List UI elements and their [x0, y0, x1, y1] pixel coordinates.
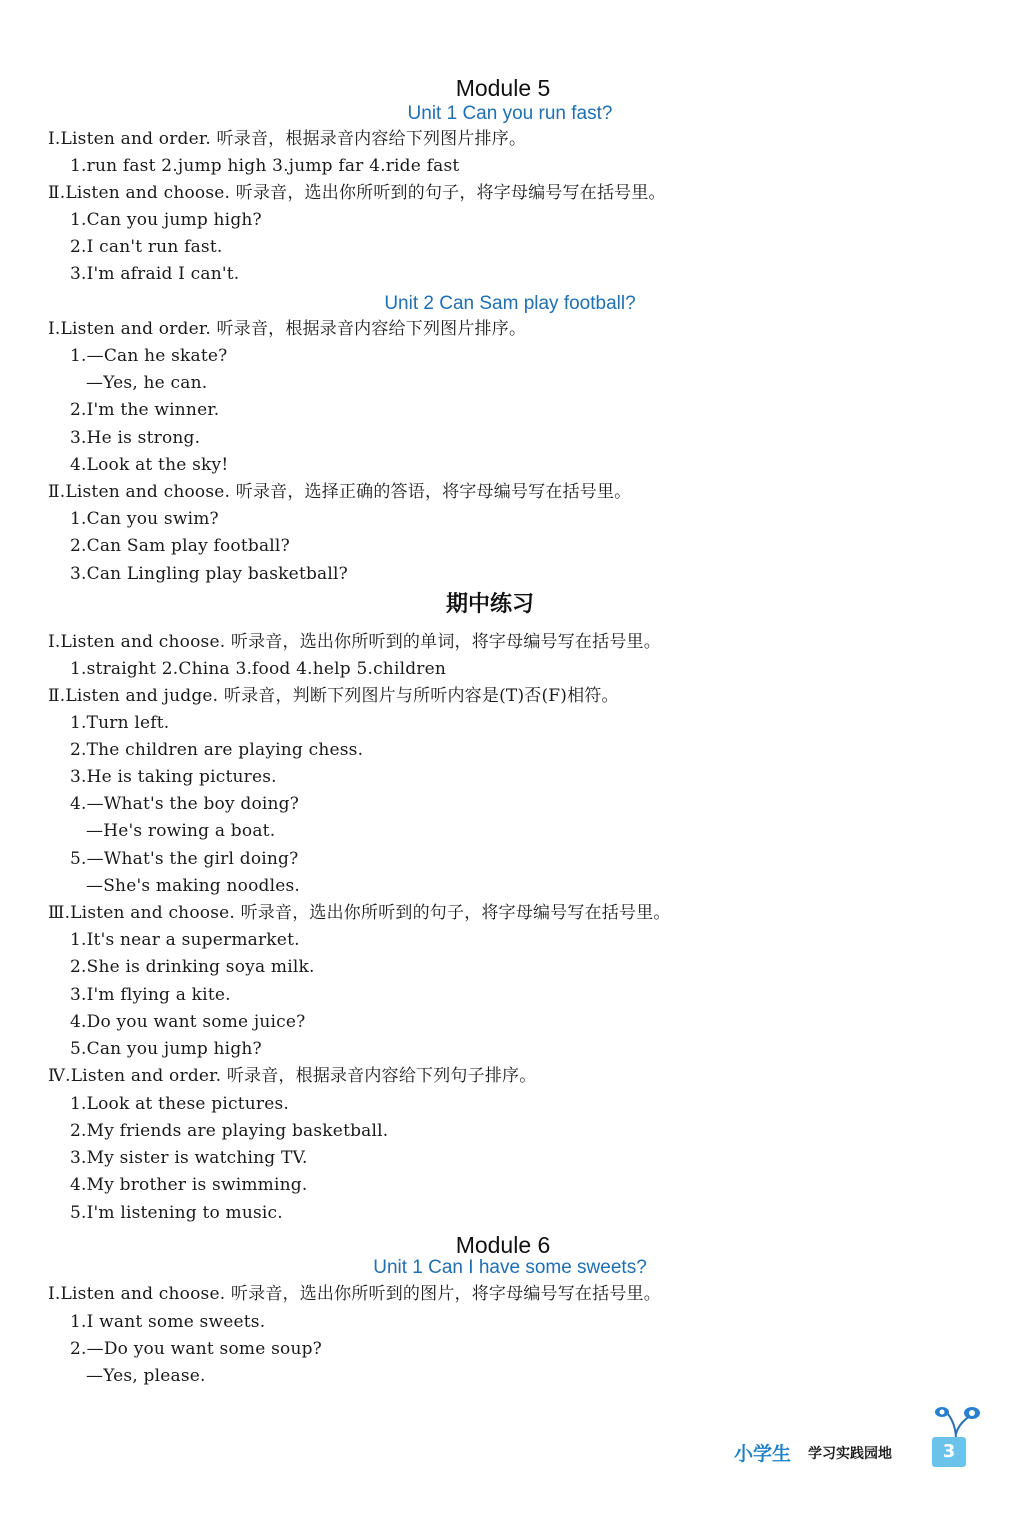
m6u1-q1-item-1: 1.I want some sweets.: [70, 1312, 266, 1332]
m5u1-q1-item-1: 1.run fast 2.jump high 3.jump far 4.ride fast: [70, 156, 460, 176]
module-5-unit-1-title: Unit 1 Can you run fast?: [407, 103, 613, 124]
midterm-q2-item-3: 3.He is taking pictures.: [70, 767, 277, 787]
page-number-badge: 3: [932, 1437, 966, 1467]
midterm-q1-heading: Ⅰ.Listen and choose. 听录音，选出你所听到的单词，将字母编号写在括号里。: [48, 632, 661, 652]
m5u1-q2-item-2: 2.I can't run fast.: [70, 237, 223, 257]
midterm-q2-item-1: 1.Turn left.: [70, 713, 170, 733]
footer-subtitle: 学习实践园地: [808, 1446, 892, 1462]
m5u2-q2-item-2: 2.Can Sam play football?: [70, 536, 290, 556]
midterm-q3-item-2: 2.She is drinking soya milk.: [70, 957, 315, 977]
m5u2-q1-heading: Ⅰ.Listen and order. 听录音，根据录音内容给下列图片排序。: [48, 319, 527, 339]
module-6-unit-1-title: Unit 1 Can I have some sweets?: [373, 1257, 647, 1278]
m5u1-q2-item-3: 3.I'm afraid I can't.: [70, 264, 240, 284]
m5u2-q2-item-1: 1.Can you swim?: [70, 509, 219, 529]
m5u2-q2-item-3: 3.Can Lingling play basketball?: [70, 564, 348, 584]
midterm-q2-item-5: 5.—What's the girl doing?: [70, 849, 299, 869]
m6u1-q1-item-2: 2.—Do you want some soup?: [70, 1339, 322, 1359]
midterm-q2-heading: Ⅱ.Listen and judge. 听录音，判断下列图片与所听内容是(T)否(F)相符。: [48, 686, 619, 706]
midterm-q3-heading: Ⅲ.Listen and choose. 听录音，选出你所听到的句子，将字母编号写在括号里。: [48, 903, 671, 923]
midterm-q2-item-4: 4.—What's the boy doing?: [70, 794, 300, 814]
midterm-q2-item-4-reply: —He's rowing a boat.: [86, 821, 276, 841]
m5u1-q2-heading: Ⅱ.Listen and choose. 听录音，选出你所听到的句子，将字母编号写在括号里。: [48, 183, 666, 203]
m5u2-q1-item-3: 3.He is strong.: [70, 428, 201, 448]
midterm-q3-item-5: 5.Can you jump high?: [70, 1039, 262, 1059]
midterm-q2-item-2: 2.The children are playing chess.: [70, 740, 364, 760]
module-5-title: Module 5: [455, 75, 551, 101]
module-5-unit-2-title: Unit 2 Can Sam play football?: [384, 293, 636, 314]
m5u1-q2-item-1: 1.Can you jump high?: [70, 210, 262, 230]
midterm-q1-item-1: 1.straight 2.China 3.food 4.help 5.children: [70, 659, 447, 679]
midterm-q4-heading: Ⅳ.Listen and order. 听录音，根据录音内容给下列句子排序。: [48, 1066, 537, 1086]
midterm-q3-item-1: 1.It's near a supermarket.: [70, 930, 300, 950]
midterm-q4-item-1: 1.Look at these pictures.: [70, 1094, 290, 1114]
midterm-q2-item-5-reply: —She's making noodles.: [86, 876, 301, 896]
footer-brand: 小学生: [734, 1443, 792, 1465]
m5u2-q1-item-1: 1.—Can he skate?: [70, 346, 228, 366]
midterm-q4-item-4: 4.My brother is swimming.: [70, 1175, 308, 1195]
midterm-q3-item-4: 4.Do you want some juice?: [70, 1012, 306, 1032]
midterm-title: 期中练习: [445, 592, 534, 617]
midterm-q4-item-3: 3.My sister is watching TV.: [70, 1148, 308, 1168]
m6u1-q1-item-2-reply: —Yes, please.: [86, 1366, 206, 1386]
midterm-q4-item-5: 5.I'm listening to music.: [70, 1203, 283, 1223]
page-footer: [734, 1435, 994, 1471]
midterm-q4-item-2: 2.My friends are playing basketball.: [70, 1121, 389, 1141]
m5u2-q1-item-2: 2.I'm the winner.: [70, 400, 220, 420]
m5u2-q2-heading: Ⅱ.Listen and choose. 听录音，选择正确的答语，将字母编号写在括号里。: [48, 482, 632, 502]
m5u2-q1-item-4: 4.Look at the sky!: [70, 455, 229, 475]
m5u2-q1-item-1-reply: —Yes, he can.: [86, 373, 208, 393]
midterm-q3-item-3: 3.I'm flying a kite.: [70, 985, 231, 1005]
m5u1-q1-heading: Ⅰ.Listen and order. 听录音，根据录音内容给下列图片排序。: [48, 129, 527, 149]
module-6-title: Module 6: [455, 1232, 551, 1258]
m6u1-q1-heading: Ⅰ.Listen and choose. 听录音，选出你所听到的图片，将字母编号写在括号里。: [48, 1284, 661, 1304]
